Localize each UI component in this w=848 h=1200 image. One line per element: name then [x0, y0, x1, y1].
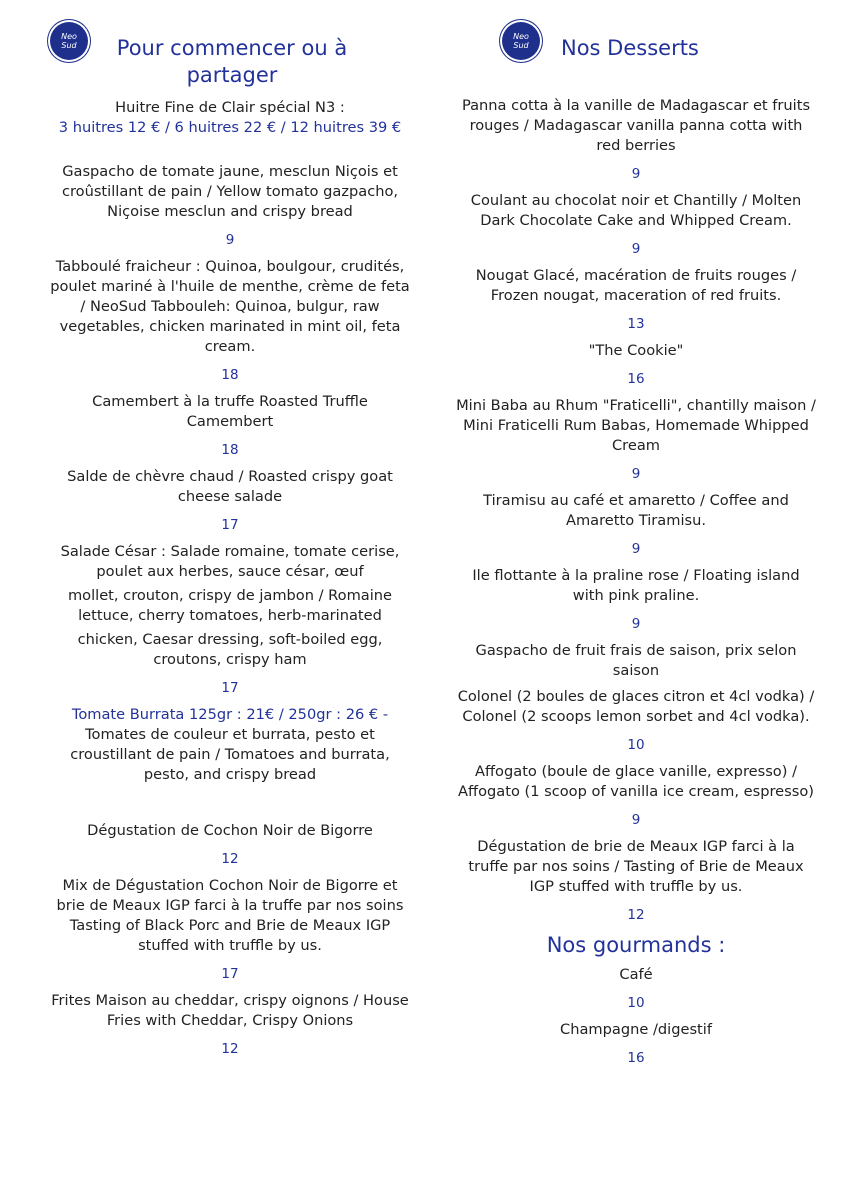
price-champagne: 16	[627, 1050, 645, 1066]
menu-item-tabbouleh: Tabboulé fraicheur : Quinoa, boulgour, crudités, poulet mariné à l'huile de menthe, crème de feta / NeoSud Tabbouleh: Quinoa, bulgur, raw vegetables, chicken marinated in mint oil, feta cream.	[50, 258, 410, 355]
menu-item-affogato: Affogato (boule de glace vanille, expresso) / Affogato (1 scoop of vanilla ice cream, espresso)	[458, 763, 814, 800]
section-title-starters: Pour commencer ou à partager	[116, 36, 348, 87]
menu-item-champagne: Champagne /digestif	[560, 1021, 712, 1038]
price-panna-cotta: 9	[631, 166, 641, 182]
price-colonel: 10	[627, 737, 645, 753]
price-camembert: 18	[221, 442, 239, 458]
price-nougat: 13	[627, 316, 645, 332]
price-gazpacho: 9	[225, 232, 235, 248]
starters-column	[50, 0, 410, 1058]
menu-item-floating-island: Ile flottante à la praline rose / Floating island with pink praline.	[472, 567, 800, 604]
neosud-logo	[50, 22, 88, 60]
logo-text-sud: Sud	[513, 41, 529, 50]
menu-item-fruit-gazpacho: Gaspacho de fruit frais de saison, prix selon saison	[475, 642, 797, 679]
price-floating-island: 9	[631, 616, 641, 632]
price-goat-cheese-salad: 17	[221, 517, 239, 533]
menu-item-burrata-title: Tomate Burrata 125gr : 21€ / 250gr : 26 € -	[71, 706, 389, 723]
menu-item-tiramisu: Tiramisu au café et amaretto / Coffee and Amaretto Tiramisu.	[483, 492, 789, 529]
price-rum-baba: 9	[631, 466, 641, 482]
price-cafe: 10	[627, 995, 645, 1011]
menu-item-bigorre-brie-mix: Mix de Dégustation Cochon Noir de Bigorre et brie de Meaux IGP farci à la truffe par nos soins Tasting of Black Porc and Brie de Meaux IGP stuffed with truffle by us.	[56, 877, 404, 954]
price-tabbouleh: 18	[221, 367, 239, 383]
price-cookie: 16	[627, 371, 645, 387]
menu-item-panna-cotta: Panna cotta à la vanille de Madagascar et fruits rouges / Madagascar vanilla panna cotta with red berries	[461, 97, 811, 154]
menu-item-caesar-salad-line3: chicken, Caesar dressing, soft-boiled egg, croutons, crispy ham	[77, 631, 383, 668]
menu-item-goat-cheese-salad: Salde de chèvre chaud / Roasted crispy goat cheese salade	[67, 468, 393, 505]
price-bigorre-brie-mix: 17	[221, 966, 239, 982]
menu-item-cheddar-fries: Frites Maison au cheddar, crispy oignons / House Fries with Cheddar, Crispy Onions	[51, 992, 409, 1029]
section-title-gourmands: Nos gourmands :	[546, 933, 726, 957]
desserts-column	[456, 0, 816, 1067]
logo-text-sud: Sud	[61, 41, 77, 50]
menu-item-gazpacho: Gaspacho de tomate jaune, mesclun Niçois et croûstillant de pain / Yellow tomato gazpacho, Niçoise mesclun and crispy bread	[61, 163, 399, 220]
logo-text-neo: Neo	[513, 32, 529, 41]
price-affogato: 9	[631, 812, 641, 828]
logo-text-neo: Neo	[61, 32, 77, 41]
menu-item-cookie: "The Cookie"	[588, 342, 684, 359]
price-brie-tasting: 12	[627, 907, 645, 923]
neosud-logo	[502, 22, 540, 60]
menu-item-caesar-salad-line2: mollet, crouton, crispy de jambon / Romaine lettuce, cherry tomatoes, herb-marinated	[67, 587, 393, 624]
menu-item-bigorre-tasting: Dégustation de Cochon Noir de Bigorre	[87, 822, 373, 839]
price-cheddar-fries: 12	[221, 1041, 239, 1057]
section-title-desserts: Nos Desserts	[561, 36, 699, 60]
menu-item-rum-baba: Mini Baba au Rhum "Fraticelli", chantilly maison / Mini Fraticelli Rum Babas, Homemade Whipped Cream	[456, 397, 816, 454]
menu-item-brie-tasting: Dégustation de brie de Meaux IGP farci à la truffe par nos soins / Tasting of Brie de Meaux IGP stuffed with truffle by us.	[468, 838, 804, 895]
price-tiramisu: 9	[631, 541, 641, 557]
menu-item-nougat: Nougat Glacé, macération de fruits rouges / Frozen nougat, maceration of red fruits.	[475, 267, 797, 304]
menu-item-cafe: Café	[619, 966, 653, 983]
menu-item-colonel: Colonel (2 boules de glaces citron et 4cl vodka) / Colonel (2 scoops lemon sorbet and 4cl vodka).	[457, 688, 815, 725]
price-chocolate-cake: 9	[631, 241, 641, 257]
price-caesar-salad: 17	[221, 680, 239, 696]
menu-item-caesar-salad-line1: Salade César : Salade romaine, tomate cerise, poulet aux herbes, sauce césar, œuf	[60, 543, 400, 580]
oysters-prices: 3 huitres 12 € / 6 huitres 22 € / 12 huitres 39 €	[58, 119, 402, 136]
menu-item-camembert: Camembert à la truffe Roasted Truffle Camembert	[92, 393, 368, 430]
price-bigorre-tasting: 12	[221, 851, 239, 867]
menu-item-chocolate-cake: Coulant au chocolat noir et Chantilly / Molten Dark Chocolate Cake and Whipped Cream.	[470, 192, 802, 229]
desserts-header	[456, 0, 816, 92]
menu-item-burrata: Tomates de couleur et burrata, pesto et croustillant de pain / Tomatoes and burrata, pesto, and crispy bread	[70, 726, 390, 783]
starters-header	[50, 0, 410, 92]
menu-item-oysters: Huitre Fine de Clair spécial N3 :	[115, 99, 345, 116]
